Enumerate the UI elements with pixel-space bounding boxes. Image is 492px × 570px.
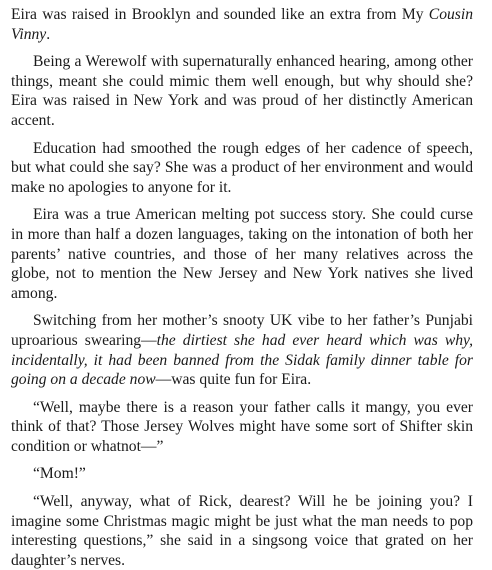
paragraph-1-text-a: Eira was raised in Brooklyn and sounded like an extra from My [11,6,429,23]
paragraph-4 [11,205,473,303]
paragraph-1 [11,5,473,44]
paragraph-4-text: Eira was a true American melting pot success story. She could curse in more than half a dozen languages, taking on the intonation of both her parents’ native countries, and those of her many relatives across the globe, not to mention the New Jersey and New York natives she lived among. [11,206,473,302]
paragraph-3 [11,139,473,198]
paragraph-1-text-b: . [46,25,51,43]
paragraph-5 [11,311,473,389]
paragraph-5-text-b: —was quite fun for Eira. [155,371,312,389]
paragraph-7 [11,464,473,484]
paragraph-6-text: “Well, maybe there is a reason your father calls it mangy, you ever think of that? Those Jersey Wolves might have some sort of Shifter skin condition or whatnot—” [11,398,473,455]
paragraph-5-italic-aside: the dirtiest she had ever heard which was why, incidentally, it had been banned from the Sidak family dinner table for going on a decade now [11,331,473,389]
paragraph-2-text: Being a Werewolf with supernaturally enhanced hearing, among other things, meant she could mimic them well enough, but why should she? Eira was raised in New York and was proud of her distinctly American accent. [11,53,473,129]
paragraph-7-text: “Mom!” [33,465,86,483]
paragraph-8 [11,492,473,570]
book-page [11,5,473,570]
paragraph-3-text: Education had smoothed the rough edges of her cadence of speech, but what could she say? She was a product of her environment and would make no apologies to anyone for it. [11,139,473,196]
paragraph-5-text-a: Switching from her mother’s snooty UK vibe to her father’s Punjabi uproarious swearing— [11,312,473,349]
paragraph-6 [11,398,473,457]
paragraph-8-text: “Well, anyway, what of Rick, dearest? Will he be joining you? I imagine some Christmas magic might be just what the man needs to pop interesting questions,” she said in a singsong voice that grated on her daughter’s nerves. [11,493,473,569]
paragraph-2 [11,52,473,130]
paragraph-1-movie-title: Cousin Vinny [11,6,473,43]
